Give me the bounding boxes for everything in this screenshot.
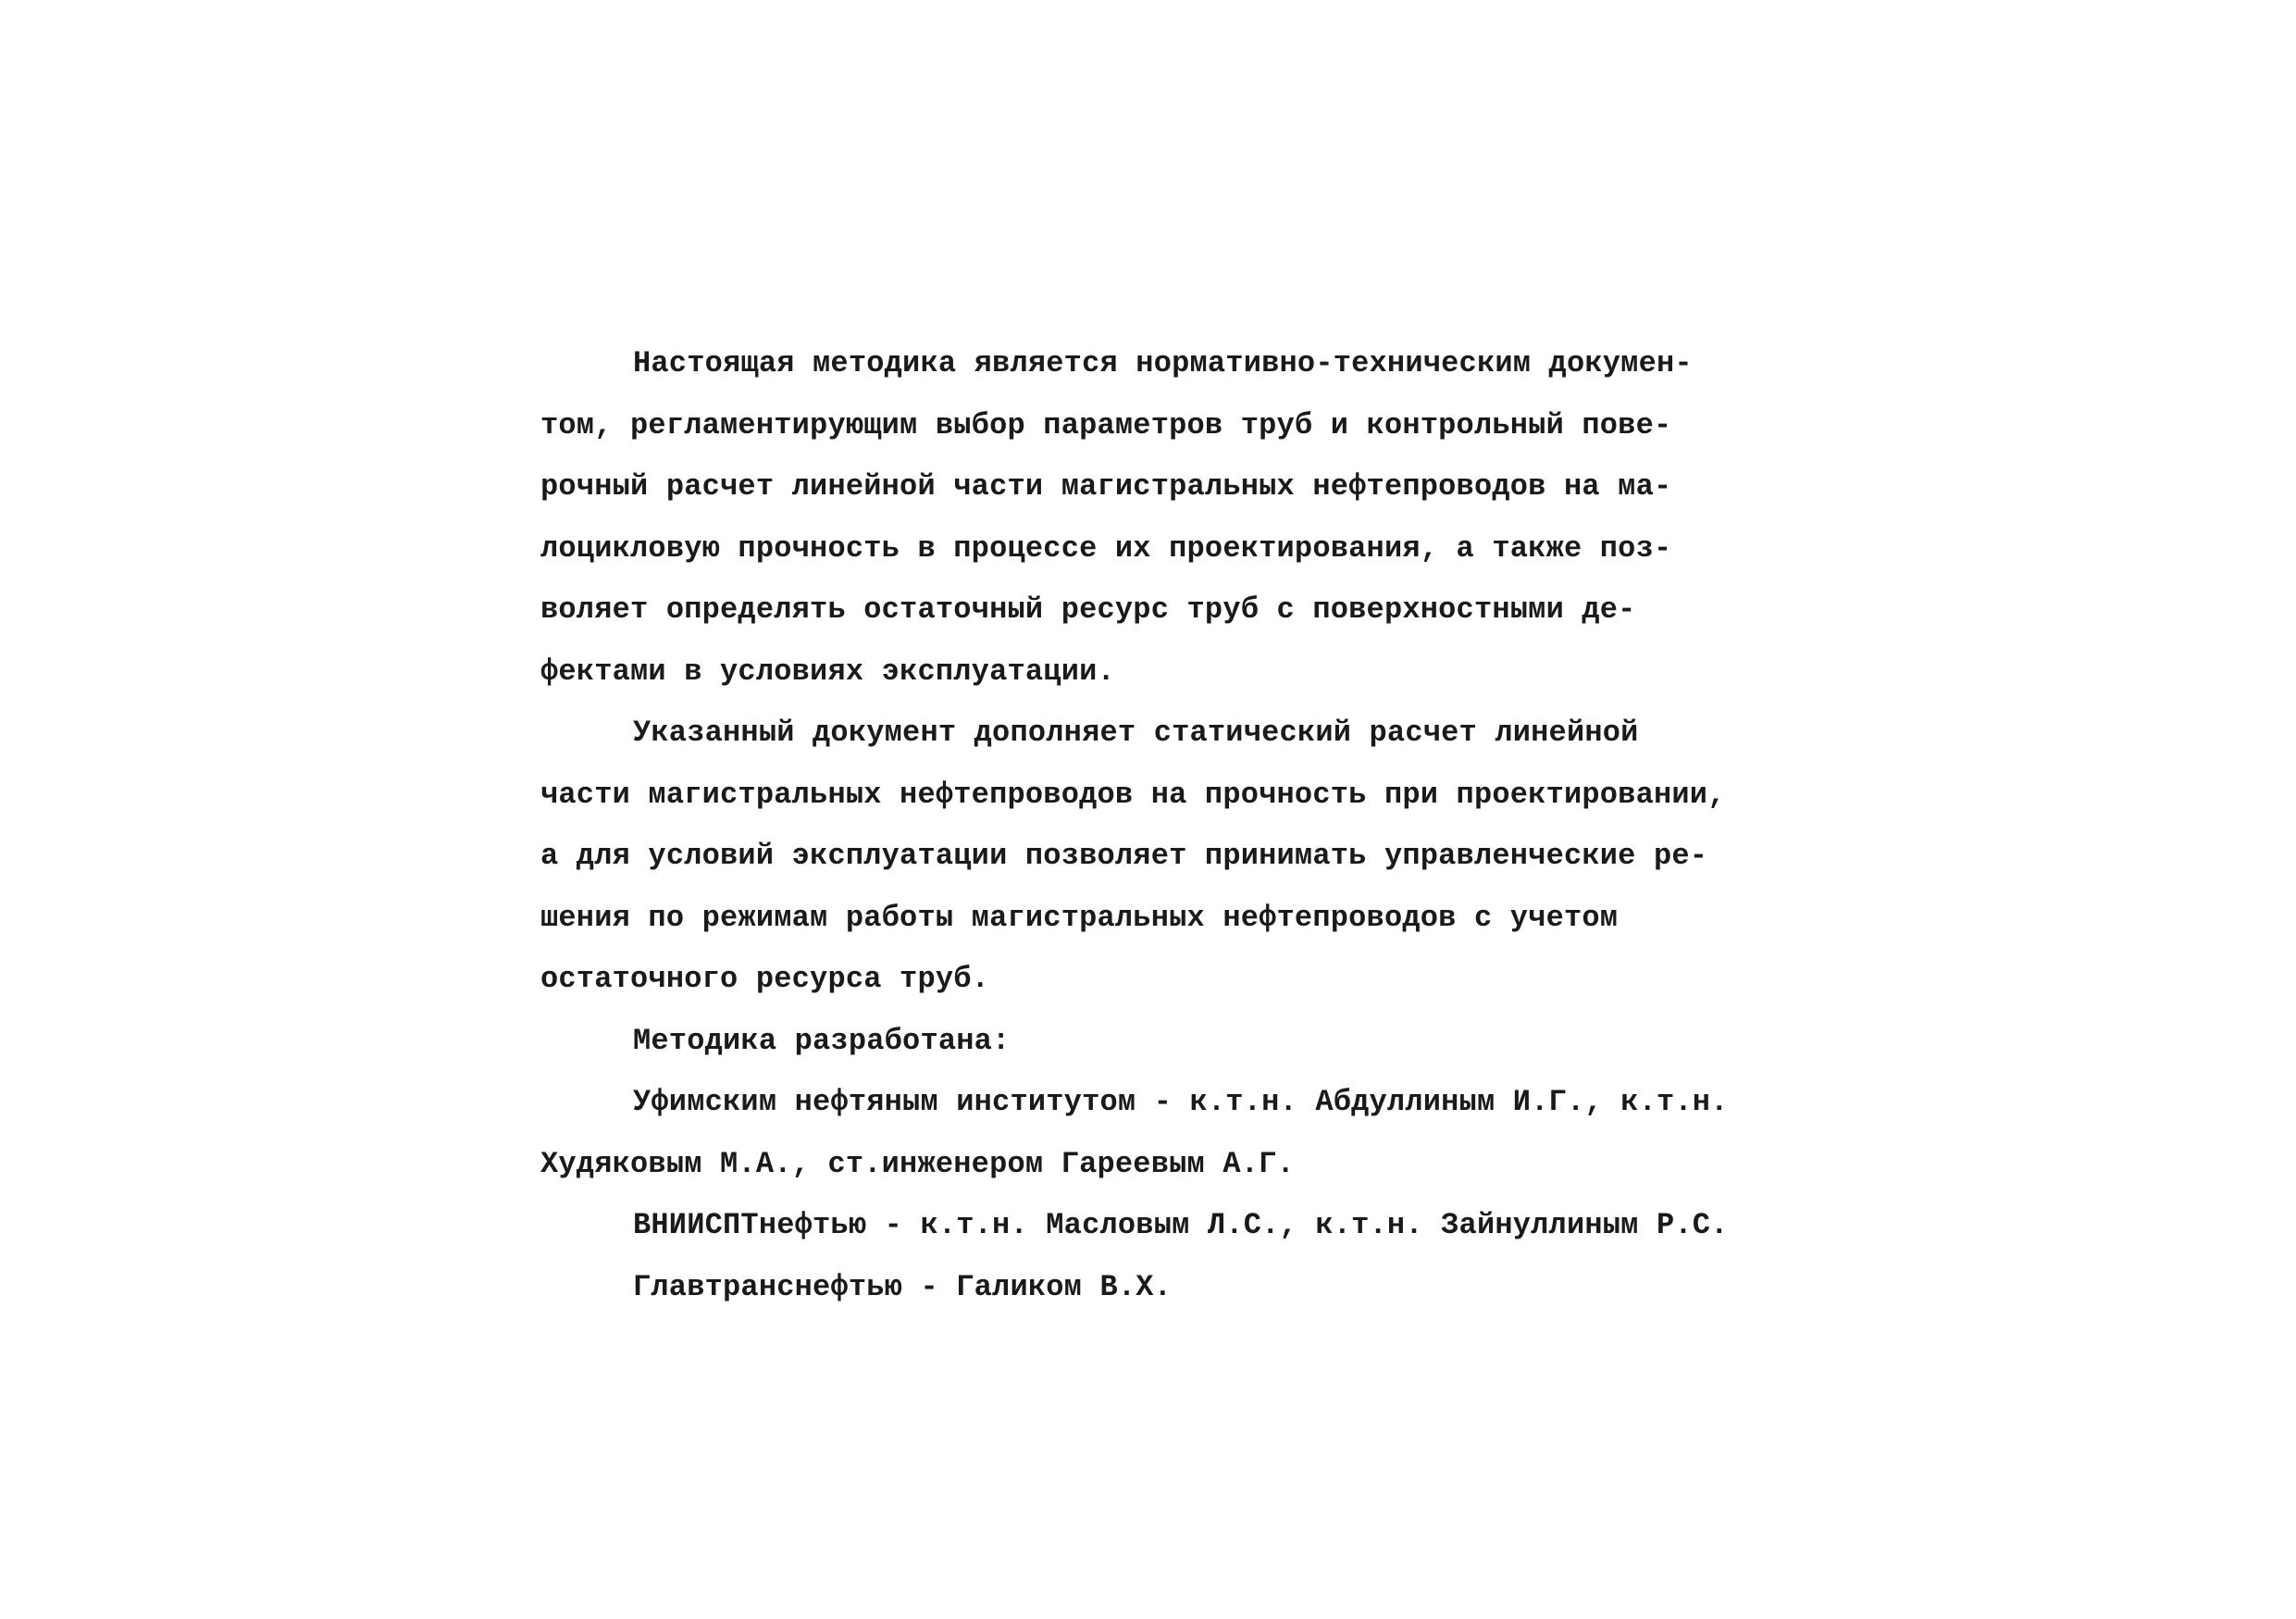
document-body (540, 333, 1781, 1318)
paragraph-2-line-4: шения по режимам работы магистральных нефтепроводов с учетом (540, 900, 1619, 935)
paragraph-2-line-5: остаточного ресурса труб. (540, 962, 990, 996)
paragraph-1-line-1: Настоящая методика является нормативно-техническим докумен- (633, 346, 1693, 380)
developer-ufa-institute-line-2: Худяковым М.А., ст.инженером Гареевым А.Г. (540, 1146, 1295, 1181)
paragraph-1-line-3: рочный расчет линейной части магистральных нефтепроводов на ма- (540, 469, 1672, 504)
paragraph-1-line-2: том, регламентирующим выбор параметров труб и контрольный пове- (540, 407, 1672, 442)
developer-glavtransneft: Главтранснефтью - Галиком В.Х. (633, 1269, 1173, 1304)
paragraph-1-line-5: воляет определять остаточный ресурс труб с поверхностными де- (540, 592, 1636, 627)
developer-ufa-institute-line-1: Уфимским нефтяным институтом - к.т.н. Абдуллиным И.Г., к.т.н. (633, 1085, 1729, 1119)
paragraph-2-line-3: а для условий эксплуатации позволяет принимать управленческие ре- (540, 839, 1708, 873)
developer-vniispt: ВНИИСПТнефтью - к.т.н. Масловым Л.С., к.т.н. Зайнуллиным Р.С. (633, 1208, 1729, 1242)
paragraph-1-line-6: фектами в условиях эксплуатации. (540, 654, 1115, 689)
paragraph-2-line-1: Указанный документ дополняет статический расчет линейной (633, 716, 1639, 750)
developers-heading: Методика разработана: (633, 1023, 1011, 1058)
paragraph-2-line-2: части магистральных нефтепроводов на прочность при проектировании, (540, 777, 1726, 812)
paragraph-1-line-4: лоцикловую прочность в процессе их проектирования, а также поз- (540, 530, 1672, 566)
